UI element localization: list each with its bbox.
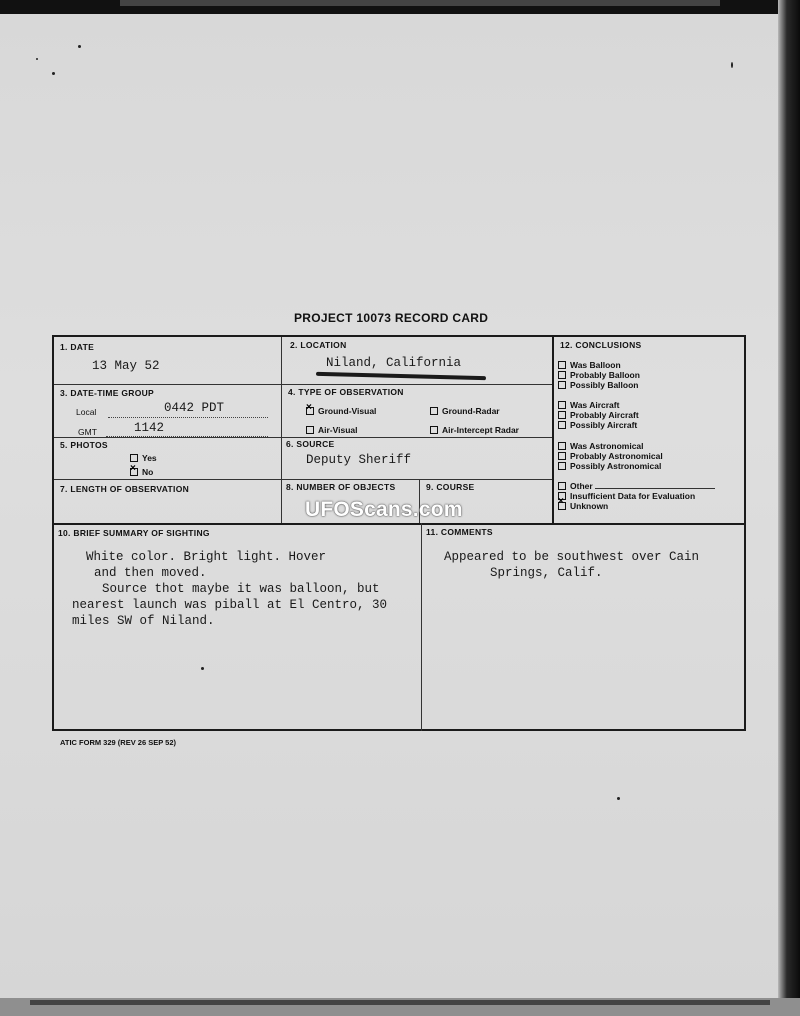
checkbox-icon	[558, 401, 566, 409]
conclusion-text: Probably Aircraft	[570, 410, 639, 420]
checkbox-icon	[558, 421, 566, 429]
conclusion-possibly-balloon[interactable]	[558, 380, 639, 390]
course-label: 9. COURSE	[426, 482, 475, 492]
conclusion-text: Was Aircraft	[570, 400, 620, 410]
dust-speck	[731, 62, 733, 68]
card-title: PROJECT 10073 RECORD CARD	[294, 311, 489, 325]
option-ground-radar[interactable]	[430, 406, 500, 416]
photos-yes-option[interactable]	[130, 453, 157, 463]
conclusion-text: Probably Balloon	[570, 370, 640, 380]
summary-line-4: nearest launch was piball at El Centro, 30	[72, 598, 388, 612]
summary-comments-divider	[421, 523, 422, 731]
dust-speck	[36, 58, 38, 60]
gmt-time-value: 1142	[134, 421, 165, 435]
option-air-intercept-radar[interactable]	[430, 425, 519, 435]
summary-line-3: Source thot maybe it was balloon, but	[102, 582, 380, 596]
option-air-visual[interactable]	[306, 425, 358, 435]
option-air-intercept-radar-text: Air-Intercept Radar	[442, 425, 519, 435]
conclusion-unknown[interactable]	[558, 501, 608, 511]
checkbox-checked-icon	[130, 468, 138, 476]
row-divider-4	[54, 523, 746, 525]
conclusion-text: Other	[570, 481, 593, 491]
conclusion-probably-aircraft[interactable]	[558, 410, 639, 420]
type-of-observation-label: 4. TYPE OF OBSERVATION	[288, 387, 404, 397]
conclusions-divider	[552, 337, 554, 523]
local-blank-line	[108, 416, 268, 418]
conclusion-possibly-astronomical[interactable]	[558, 461, 661, 471]
checkbox-icon	[558, 371, 566, 379]
conclusion-insufficient-data[interactable]	[558, 491, 695, 501]
date-time-group-label: 3. DATE-TIME GROUP	[60, 388, 155, 398]
row-divider-1	[54, 384, 552, 385]
gmt-label: GMT	[78, 427, 97, 437]
checkbox-icon	[558, 442, 566, 450]
conclusion-text: Insufficient Data for Evaluation	[570, 491, 696, 501]
summary-line-1: White color. Bright light. Hover	[86, 550, 327, 564]
conclusion-text: Probably Astronomical	[570, 451, 663, 461]
conclusion-text: Was Balloon	[570, 360, 621, 370]
column-divider-1	[281, 337, 282, 523]
local-time-value: 0442 PDT	[164, 401, 225, 415]
checkbox-icon	[558, 482, 566, 490]
conclusion-other[interactable]	[558, 481, 715, 491]
local-label: Local	[76, 407, 97, 417]
conclusion-probably-astronomical[interactable]	[558, 451, 663, 461]
brief-summary-label: 10. BRIEF SUMMARY OF SIGHTING	[58, 528, 210, 538]
checkbox-checked-icon	[558, 502, 566, 510]
checkbox-icon	[430, 407, 438, 415]
conclusion-was-aircraft[interactable]	[558, 400, 619, 410]
conclusion-text: Unknown	[570, 501, 609, 511]
option-ground-visual[interactable]	[306, 406, 376, 416]
row-divider-2	[54, 437, 552, 438]
watermark: UFOScans.com	[305, 498, 463, 521]
checkbox-checked-icon	[306, 407, 314, 415]
dust-speck	[78, 45, 81, 48]
option-ground-visual-text: Ground-Visual	[318, 406, 377, 416]
photos-label: 5. PHOTOS	[60, 440, 108, 450]
photos-no-text: No	[142, 467, 154, 477]
number-of-objects-label: 8. NUMBER OF OBJECTS	[286, 482, 396, 492]
location-label: 2. LOCATION	[290, 340, 347, 350]
gmt-blank-line	[106, 435, 268, 437]
checkbox-icon	[130, 454, 138, 462]
option-air-visual-text: Air-Visual	[318, 425, 358, 435]
scan-edge-top-highlight	[120, 0, 720, 6]
conclusion-possibly-aircraft[interactable]	[558, 420, 637, 430]
checkbox-icon	[558, 452, 566, 460]
checkbox-icon	[306, 426, 314, 434]
checkbox-icon	[558, 411, 566, 419]
date-label: 1. DATE	[60, 342, 95, 352]
scan-edge-bottom-shadow	[30, 1000, 770, 1005]
checkbox-icon	[558, 381, 566, 389]
conclusion-text: Was Astronomical	[570, 441, 644, 451]
conclusion-was-astronomical[interactable]	[558, 441, 644, 451]
summary-line-2: and then moved.	[94, 566, 207, 580]
row-divider-3	[54, 479, 552, 480]
conclusion-text: Possibly Balloon	[570, 380, 639, 390]
summary-line-5: miles SW of Niland.	[72, 614, 215, 628]
form-number: ATIC FORM 329 (REV 26 SEP 52)	[60, 738, 177, 747]
date-value: 13 May 52	[92, 359, 160, 373]
conclusion-was-balloon[interactable]	[558, 360, 621, 370]
checkbox-icon	[430, 426, 438, 434]
dust-speck	[52, 72, 55, 75]
photos-no-option[interactable]	[130, 467, 153, 477]
source-value: Deputy Sheriff	[306, 453, 412, 467]
other-blank-line	[595, 488, 715, 489]
comments-label: 11. COMMENTS	[426, 527, 493, 537]
option-ground-radar-text: Ground-Radar	[442, 406, 500, 416]
comments-line-2: Springs, Calif.	[490, 566, 603, 580]
comments-line-1: Appeared to be southwest over Cain	[444, 550, 700, 564]
scan-edge-right	[778, 0, 800, 1016]
location-value: Niland, California	[326, 356, 462, 370]
conclusion-probably-balloon[interactable]	[558, 370, 640, 380]
conclusion-text: Possibly Astronomical	[570, 461, 662, 471]
checkbox-icon	[558, 361, 566, 369]
checkbox-icon	[558, 462, 566, 470]
source-label: 6. SOURCE	[286, 439, 335, 449]
conclusions-label: 12. CONCLUSIONS	[560, 340, 642, 350]
conclusion-text: Possibly Aircraft	[570, 420, 638, 430]
dust-speck	[617, 797, 620, 800]
length-of-observation-label: 7. LENGTH OF OBSERVATION	[60, 484, 190, 494]
photos-yes-text: Yes	[142, 453, 157, 463]
record-card	[52, 335, 746, 731]
